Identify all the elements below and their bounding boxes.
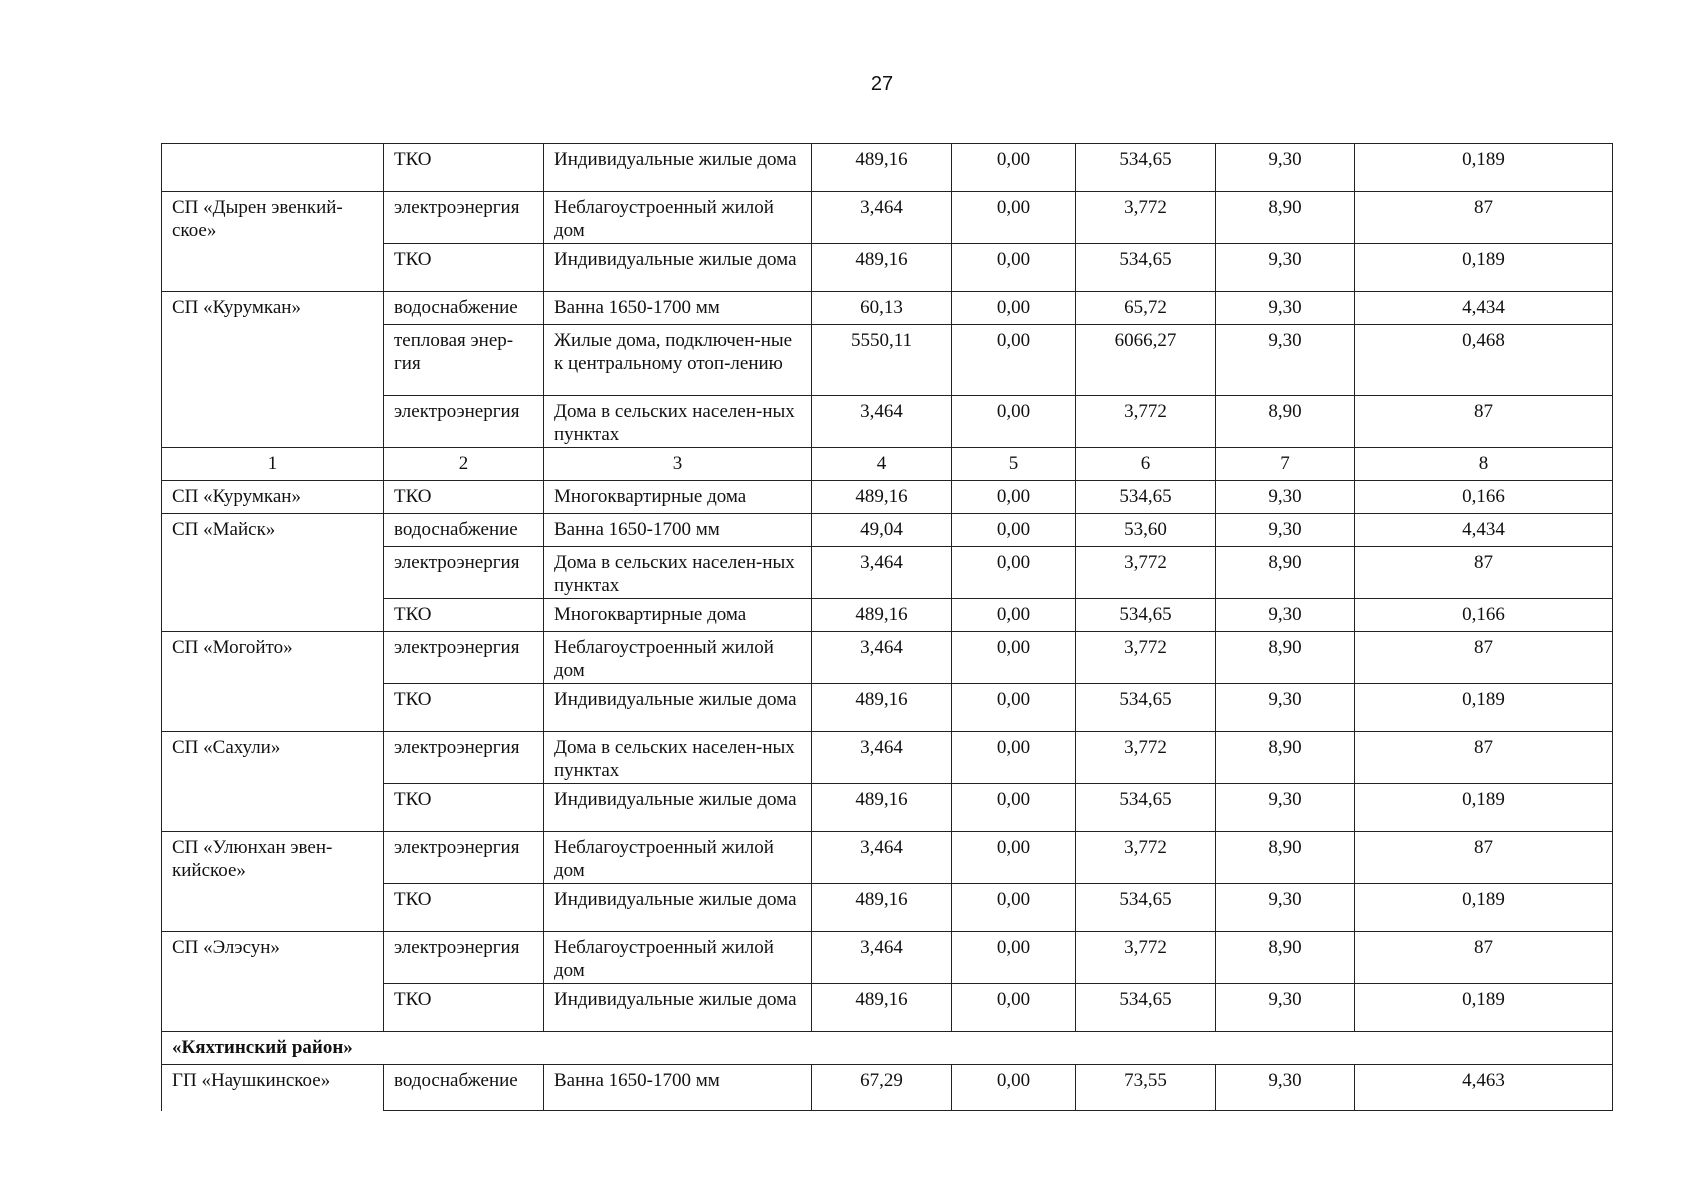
- service-cell: водоснабжение: [384, 292, 544, 325]
- value-cell-7: 9,30: [1216, 325, 1355, 396]
- service-cell: электроэнергия: [384, 832, 544, 884]
- value-cell-4: 489,16: [812, 684, 952, 732]
- category-cell: Индивидуальные жилые дома: [544, 684, 812, 732]
- settlement-cell: СП «Курумкан»: [162, 292, 384, 448]
- value-cell-6: 3,772: [1076, 732, 1216, 784]
- service-cell: ТКО: [384, 244, 544, 292]
- category-cell: Индивидуальные жилые дома: [544, 144, 812, 192]
- value-cell-7: 9,30: [1216, 784, 1355, 832]
- value-cell-8: 0,189: [1355, 884, 1613, 932]
- category-cell: Ванна 1650-1700 мм: [544, 1065, 812, 1111]
- value-cell-5: 0,00: [952, 732, 1076, 784]
- value-cell-5: 0,00: [952, 481, 1076, 514]
- value-cell-7: 9,30: [1216, 292, 1355, 325]
- value-cell-6: 73,55: [1076, 1065, 1216, 1111]
- category-cell: Неблагоустроенный жилой дом: [544, 832, 812, 884]
- category-cell: Ванна 1650-1700 мм: [544, 514, 812, 547]
- value-cell-6: 3,772: [1076, 396, 1216, 448]
- service-cell: электроэнергия: [384, 632, 544, 684]
- value-cell-4: 489,16: [812, 599, 952, 632]
- table-row: [162, 144, 1613, 192]
- category-cell: Индивидуальные жилые дома: [544, 784, 812, 832]
- value-cell-6: 3,772: [1076, 832, 1216, 884]
- settlement-cell: СП «Могойто»: [162, 632, 384, 732]
- service-cell: тепловая энер-гия: [384, 325, 544, 396]
- category-cell: Неблагоустроенный жилой дом: [544, 632, 812, 684]
- column-number-cell: 4: [812, 448, 952, 481]
- category-cell: Индивидуальные жилые дома: [544, 984, 812, 1032]
- column-number-cell: 8: [1355, 448, 1613, 481]
- service-cell: ТКО: [384, 599, 544, 632]
- value-cell-5: 0,00: [952, 884, 1076, 932]
- value-cell-6: 3,772: [1076, 547, 1216, 599]
- tariff-table: [161, 143, 1613, 1111]
- column-number-cell: 5: [952, 448, 1076, 481]
- value-cell-6: 6066,27: [1076, 325, 1216, 396]
- value-cell-4: 67,29: [812, 1065, 952, 1111]
- column-number-cell: 1: [162, 448, 384, 481]
- value-cell-8: 0,189: [1355, 144, 1613, 192]
- service-cell: водоснабжение: [384, 514, 544, 547]
- value-cell-4: 49,04: [812, 514, 952, 547]
- value-cell-8: 0,166: [1355, 481, 1613, 514]
- table-row: [162, 632, 1613, 684]
- value-cell-6: 534,65: [1076, 784, 1216, 832]
- value-cell-4: 489,16: [812, 784, 952, 832]
- value-cell-6: 534,65: [1076, 884, 1216, 932]
- value-cell-5: 0,00: [952, 292, 1076, 325]
- service-cell: ТКО: [384, 481, 544, 514]
- settlement-cell: СП «Улюнхан эвен-кийское»: [162, 832, 384, 932]
- value-cell-6: 3,772: [1076, 632, 1216, 684]
- service-cell: электроэнергия: [384, 192, 544, 244]
- value-cell-4: 3,464: [812, 632, 952, 684]
- value-cell-4: 3,464: [812, 832, 952, 884]
- value-cell-6: 534,65: [1076, 481, 1216, 514]
- table-row: [162, 192, 1613, 244]
- value-cell-7: 8,90: [1216, 396, 1355, 448]
- value-cell-8: 4,434: [1355, 514, 1613, 547]
- service-cell: ТКО: [384, 984, 544, 1032]
- column-number-row: [162, 448, 1613, 481]
- value-cell-6: 65,72: [1076, 292, 1216, 325]
- value-cell-4: 5550,11: [812, 325, 952, 396]
- value-cell-8: 0,468: [1355, 325, 1613, 396]
- value-cell-4: 3,464: [812, 396, 952, 448]
- value-cell-8: 0,166: [1355, 599, 1613, 632]
- value-cell-8: 87: [1355, 396, 1613, 448]
- value-cell-4: 489,16: [812, 144, 952, 192]
- category-cell: Индивидуальные жилые дома: [544, 244, 812, 292]
- value-cell-5: 0,00: [952, 192, 1076, 244]
- value-cell-7: 8,90: [1216, 632, 1355, 684]
- value-cell-7: 9,30: [1216, 514, 1355, 547]
- settlement-cell: СП «Сахули»: [162, 732, 384, 832]
- table-body: [162, 144, 1613, 1111]
- category-cell: Ванна 1650-1700 мм: [544, 292, 812, 325]
- category-cell: Неблагоустроенный жилой дом: [544, 932, 812, 984]
- value-cell-8: 87: [1355, 932, 1613, 984]
- value-cell-7: 9,30: [1216, 244, 1355, 292]
- table-row: [162, 832, 1613, 884]
- value-cell-8: 87: [1355, 192, 1613, 244]
- value-cell-8: 0,189: [1355, 784, 1613, 832]
- value-cell-5: 0,00: [952, 547, 1076, 599]
- value-cell-8: 0,189: [1355, 984, 1613, 1032]
- page-number: 27: [870, 73, 894, 95]
- service-cell: ТКО: [384, 784, 544, 832]
- value-cell-6: 53,60: [1076, 514, 1216, 547]
- value-cell-4: 3,464: [812, 192, 952, 244]
- value-cell-7: 9,30: [1216, 144, 1355, 192]
- category-cell: Жилые дома, подключен-ные к центральному отоп-лению: [544, 325, 812, 396]
- column-number-cell: 6: [1076, 448, 1216, 481]
- value-cell-7: 8,90: [1216, 832, 1355, 884]
- service-cell: электроэнергия: [384, 732, 544, 784]
- settlement-cell: ГП «Наушкинское»: [162, 1065, 384, 1111]
- value-cell-7: 8,90: [1216, 732, 1355, 784]
- value-cell-4: 3,464: [812, 932, 952, 984]
- settlement-cell: [162, 144, 384, 192]
- value-cell-7: 9,30: [1216, 481, 1355, 514]
- value-cell-6: 534,65: [1076, 984, 1216, 1032]
- category-cell: Дома в сельских населен-ных пунктах: [544, 547, 812, 599]
- value-cell-5: 0,00: [952, 144, 1076, 192]
- category-cell: Дома в сельских населен-ных пунктах: [544, 732, 812, 784]
- service-cell: электроэнергия: [384, 396, 544, 448]
- value-cell-5: 0,00: [952, 244, 1076, 292]
- table-row: [162, 481, 1613, 514]
- value-cell-4: 489,16: [812, 984, 952, 1032]
- settlement-cell: СП «Элэсун»: [162, 932, 384, 1032]
- table-row: [162, 292, 1613, 325]
- value-cell-8: 87: [1355, 832, 1613, 884]
- value-cell-4: 60,13: [812, 292, 952, 325]
- category-cell: Неблагоустроенный жилой дом: [544, 192, 812, 244]
- category-cell: Многоквартирные дома: [544, 481, 812, 514]
- service-cell: электроэнергия: [384, 547, 544, 599]
- value-cell-5: 0,00: [952, 1065, 1076, 1111]
- value-cell-7: 8,90: [1216, 192, 1355, 244]
- value-cell-6: 3,772: [1076, 932, 1216, 984]
- section-row: [162, 1032, 1613, 1065]
- section-title-cell: «Кяхтинский район»: [162, 1032, 1613, 1065]
- service-cell: электроэнергия: [384, 932, 544, 984]
- value-cell-8: 87: [1355, 632, 1613, 684]
- value-cell-5: 0,00: [952, 514, 1076, 547]
- value-cell-7: 9,30: [1216, 984, 1355, 1032]
- value-cell-7: 9,30: [1216, 684, 1355, 732]
- settlement-cell: СП «Дырен эвенкий-ское»: [162, 192, 384, 292]
- service-cell: водоснабжение: [384, 1065, 544, 1111]
- value-cell-5: 0,00: [952, 325, 1076, 396]
- table-row: [162, 732, 1613, 784]
- value-cell-4: 3,464: [812, 732, 952, 784]
- category-cell: Индивидуальные жилые дома: [544, 884, 812, 932]
- settlement-cell: СП «Курумкан»: [162, 481, 384, 514]
- service-cell: ТКО: [384, 144, 544, 192]
- value-cell-5: 0,00: [952, 684, 1076, 732]
- value-cell-5: 0,00: [952, 599, 1076, 632]
- value-cell-4: 3,464: [812, 547, 952, 599]
- value-cell-5: 0,00: [952, 832, 1076, 884]
- value-cell-7: 8,90: [1216, 932, 1355, 984]
- column-number-cell: 3: [544, 448, 812, 481]
- category-cell: Дома в сельских населен-ных пунктах: [544, 396, 812, 448]
- value-cell-8: 0,189: [1355, 684, 1613, 732]
- value-cell-4: 489,16: [812, 244, 952, 292]
- value-cell-8: 87: [1355, 732, 1613, 784]
- value-cell-7: 8,90: [1216, 547, 1355, 599]
- table-row: [162, 514, 1613, 547]
- column-number-cell: 2: [384, 448, 544, 481]
- value-cell-5: 0,00: [952, 932, 1076, 984]
- value-cell-7: 9,30: [1216, 884, 1355, 932]
- value-cell-4: 489,16: [812, 481, 952, 514]
- value-cell-6: 3,772: [1076, 192, 1216, 244]
- value-cell-5: 0,00: [952, 396, 1076, 448]
- table-row: [162, 932, 1613, 984]
- service-cell: ТКО: [384, 684, 544, 732]
- value-cell-7: 9,30: [1216, 599, 1355, 632]
- value-cell-8: 0,189: [1355, 244, 1613, 292]
- value-cell-6: 534,65: [1076, 244, 1216, 292]
- value-cell-8: 87: [1355, 547, 1613, 599]
- value-cell-8: 4,463: [1355, 1065, 1613, 1111]
- value-cell-6: 534,65: [1076, 684, 1216, 732]
- service-cell: ТКО: [384, 884, 544, 932]
- table-row: [162, 1065, 1613, 1111]
- value-cell-5: 0,00: [952, 784, 1076, 832]
- value-cell-6: 534,65: [1076, 144, 1216, 192]
- value-cell-8: 4,434: [1355, 292, 1613, 325]
- value-cell-7: 9,30: [1216, 1065, 1355, 1111]
- value-cell-6: 534,65: [1076, 599, 1216, 632]
- column-number-cell: 7: [1216, 448, 1355, 481]
- settlement-cell: СП «Майск»: [162, 514, 384, 632]
- value-cell-5: 0,00: [952, 632, 1076, 684]
- value-cell-5: 0,00: [952, 984, 1076, 1032]
- value-cell-4: 489,16: [812, 884, 952, 932]
- category-cell: Многоквартирные дома: [544, 599, 812, 632]
